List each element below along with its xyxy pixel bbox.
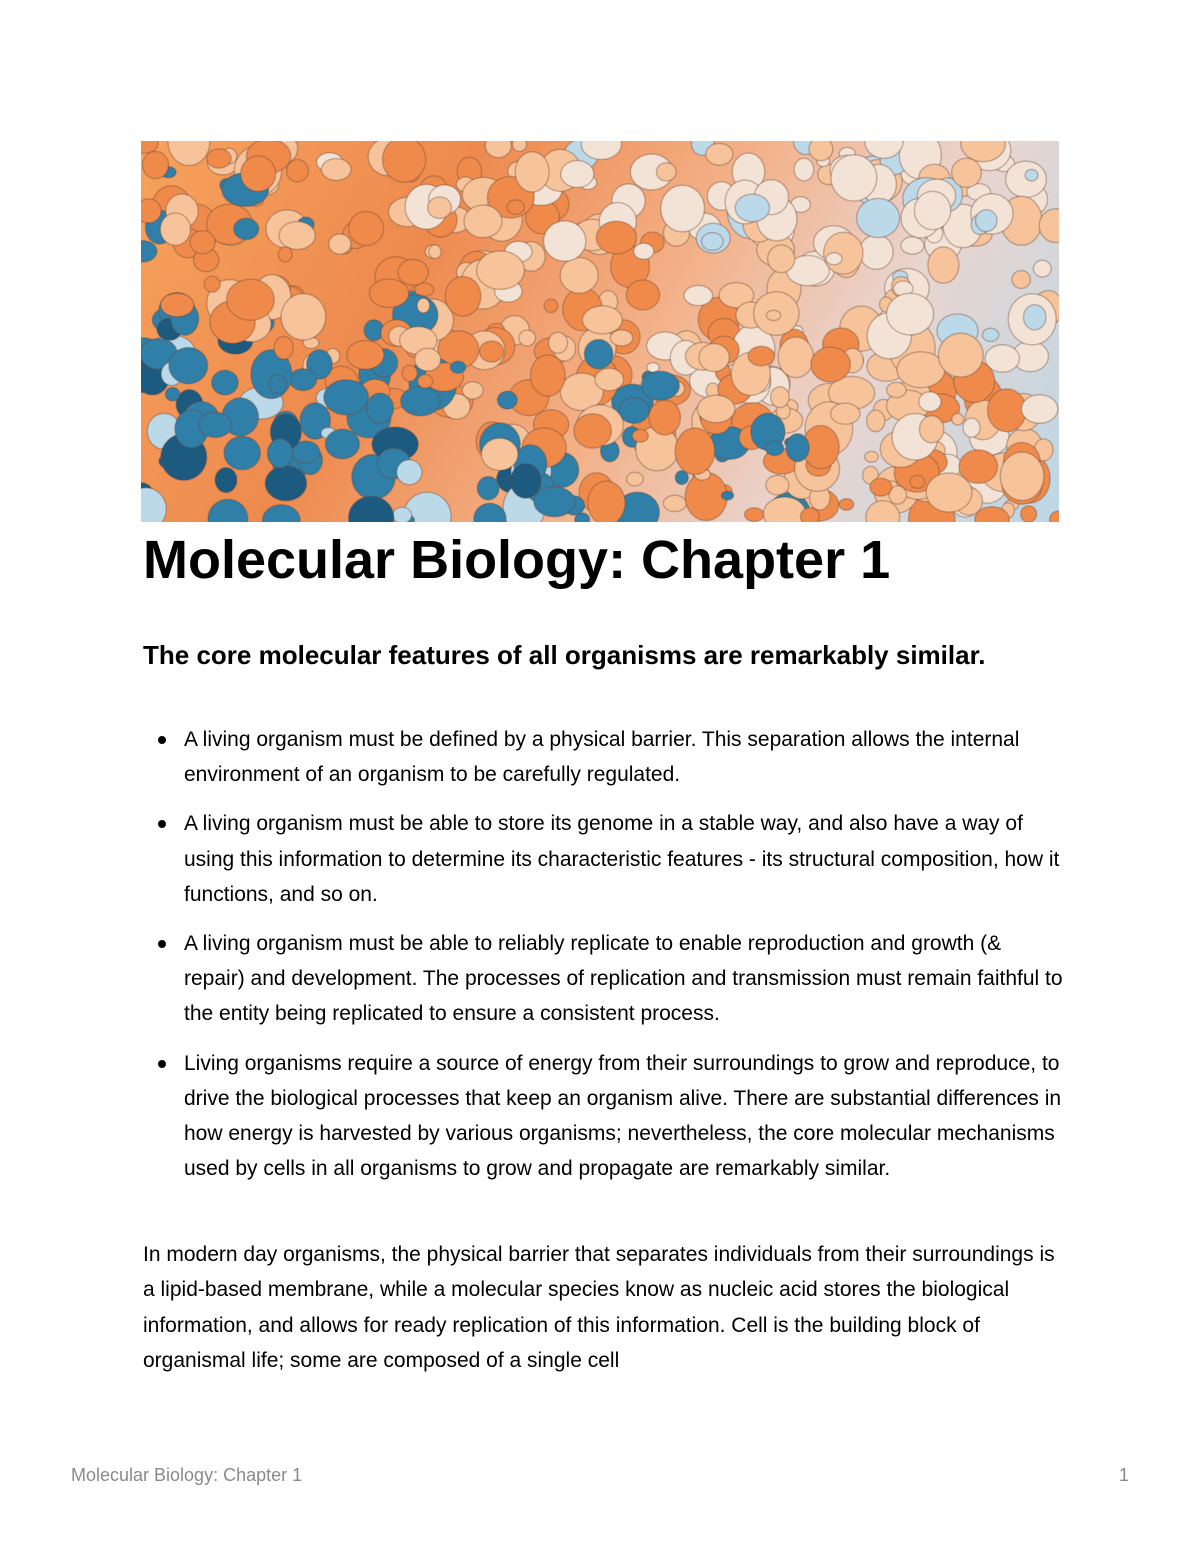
list-item <box>143 806 1063 912</box>
cell-blob <box>897 352 945 388</box>
cell-blob <box>595 368 624 390</box>
cell-blob <box>227 279 275 320</box>
cell-blob <box>857 198 900 237</box>
cell-blob <box>212 370 239 395</box>
cell-blob <box>462 382 483 399</box>
cell-blob <box>549 332 568 353</box>
section-heading: The core molecular features of all organisms are remarkably similar. <box>143 640 986 670</box>
cell-blob <box>168 141 210 166</box>
cell-blob <box>265 466 306 501</box>
cell-blob <box>428 197 452 219</box>
cell-blob <box>786 434 809 462</box>
cell-blob <box>477 477 499 500</box>
cell-blob <box>321 159 351 181</box>
cell-blob <box>530 355 565 396</box>
cell-blob <box>397 460 422 485</box>
cell-blob <box>190 231 215 254</box>
cell-blob <box>610 330 632 346</box>
cell-blob <box>544 221 586 261</box>
cell-blob <box>801 508 820 522</box>
cell-blob <box>706 143 733 165</box>
cell-blob <box>982 328 998 341</box>
body-paragraph: In modern day organisms, the physical barrier that separates individuals from their surroundings is a lipid-based membrane, while a molecular species know as nucleic acid stores the biological information, and allows for ready replication of this information. Cell is the building block of organismal life; some are composed of a single cell <box>143 1243 1055 1373</box>
cell-blob <box>477 251 525 289</box>
cell-blob <box>383 141 426 182</box>
cell-blob <box>480 341 504 362</box>
cell-blob <box>481 438 518 470</box>
cell-blob <box>367 393 394 423</box>
cell-blob <box>634 243 654 259</box>
cell-blob <box>766 475 789 495</box>
cell-blob <box>919 392 941 412</box>
cell-blob <box>766 310 780 320</box>
cell-blob <box>778 337 813 378</box>
cell-blob <box>143 151 169 178</box>
cell-blob <box>141 199 161 223</box>
cell-blob <box>329 234 351 254</box>
cell-blob <box>497 391 517 409</box>
cell-blob <box>860 235 894 270</box>
cell-blob <box>274 336 293 359</box>
cell-blob <box>928 247 959 283</box>
cell-blob <box>464 205 502 238</box>
cell-blob <box>901 237 924 254</box>
cell-blob <box>204 276 220 292</box>
cell-blob <box>234 218 259 239</box>
cell-blob <box>415 348 441 371</box>
cell-blob <box>199 412 232 437</box>
page-number: 1 <box>1118 1465 1129 1485</box>
cell-blob <box>809 141 833 161</box>
cell-blob <box>952 413 964 425</box>
page-title: Molecular Biology: Chapter 1 <box>143 530 891 590</box>
cell-blob <box>675 428 715 474</box>
cell-blob <box>1025 169 1038 181</box>
cell-blob <box>699 344 729 372</box>
cell-blob <box>582 306 622 334</box>
cell-blob <box>402 365 417 381</box>
cell-blob <box>401 386 441 415</box>
cell-blob <box>588 481 625 522</box>
cell-blob <box>215 468 237 493</box>
cell-blob <box>325 429 359 459</box>
cell-blob <box>771 387 790 408</box>
cell-blob <box>702 233 724 251</box>
cell-blob <box>768 245 795 273</box>
cell-blob <box>619 398 649 424</box>
hero-image <box>141 141 1059 522</box>
cell-blob <box>839 499 854 511</box>
bullet-icon <box>158 820 166 828</box>
bullet-icon <box>158 1060 166 1068</box>
cell-blob <box>324 380 369 415</box>
cell-blob <box>811 347 851 382</box>
cell-blob <box>450 361 465 373</box>
bullet-list <box>143 722 1063 1200</box>
cell-blob <box>656 163 676 181</box>
cell-blob <box>632 429 648 442</box>
cell-blob <box>262 505 300 522</box>
cell-blob <box>641 371 679 400</box>
cell-blob <box>1006 161 1047 197</box>
cell-blob <box>224 436 260 470</box>
list-item <box>143 722 1063 792</box>
cell-blob <box>1000 452 1044 500</box>
cell-blob <box>976 210 998 232</box>
cell-blob <box>349 496 394 522</box>
cell-blob <box>278 247 292 262</box>
cell-blob <box>1024 305 1046 330</box>
cell-blob <box>626 280 659 310</box>
cell-blob <box>534 487 575 517</box>
cell-blob <box>169 348 208 384</box>
cell-blob <box>429 245 441 259</box>
cell-blob <box>684 285 713 305</box>
list-item-text: A living organism must be able to store its genome in a stable way, and also have a way of using this information to determine its characteristic features - its structural composition, how it functions, and so on. <box>184 812 1060 906</box>
list-item-text: A living organism must be defined by a physical barrier. This separation allows the internal environment of an organism to be carefully regulated. <box>184 728 1020 787</box>
cell-blob <box>663 495 686 511</box>
cell-blob <box>369 279 408 307</box>
cell-blob <box>207 149 231 168</box>
abstract-cell-image <box>141 141 1059 522</box>
cell-blob <box>765 441 783 456</box>
cell-blob <box>507 200 524 214</box>
cell-blob <box>241 156 276 191</box>
cell-blob <box>160 213 190 245</box>
cell-blob <box>963 418 980 437</box>
cell-blob <box>952 158 982 187</box>
cell-blob <box>281 294 326 340</box>
cell-blob <box>596 221 636 254</box>
cell-blob <box>919 416 943 443</box>
cell-blob <box>165 388 179 401</box>
list-item-text: A living organism must be able to reliably replicate to enable reproduction and growth (& repair) and development. The processes of replication and transmission must remain faithful to the entity being replicated to ensure a consistent process. <box>184 932 1063 1026</box>
cell-blob <box>398 259 429 285</box>
cell-blob <box>867 410 885 432</box>
cell-blob <box>519 330 536 346</box>
cell-blob <box>279 222 315 250</box>
cell-blob <box>988 389 1027 432</box>
cell-blob <box>914 191 950 230</box>
cell-blob <box>794 158 814 181</box>
cell-blob <box>661 185 705 232</box>
bullet-icon <box>158 736 166 744</box>
cell-blob <box>910 475 925 488</box>
cell-blob <box>417 298 430 313</box>
cell-blob <box>584 340 613 369</box>
cell-blob <box>515 152 549 192</box>
cell-blob <box>826 253 842 265</box>
cell-blob <box>561 161 594 188</box>
cell-blob <box>393 507 412 522</box>
cell-blob <box>831 403 860 424</box>
cell-blob <box>141 488 166 522</box>
cell-blob <box>574 414 612 448</box>
cell-blob <box>865 451 879 462</box>
cell-blob <box>887 382 907 397</box>
cell-blob <box>1021 395 1057 424</box>
cell-blob <box>289 369 316 391</box>
bullet-icon <box>158 940 166 948</box>
cell-blob <box>544 299 558 312</box>
list-item <box>143 926 1063 1032</box>
cell-blob <box>1050 511 1059 522</box>
cell-blob <box>1033 260 1051 277</box>
cell-blob <box>208 499 248 522</box>
cell-blob <box>831 155 877 201</box>
cell-blob <box>735 194 769 222</box>
cell-blob <box>721 491 733 500</box>
cell-blob <box>349 211 384 245</box>
cell-blob <box>161 293 194 316</box>
cell-blob <box>745 508 764 522</box>
cell-blob <box>474 503 506 522</box>
cell-blob <box>938 333 983 377</box>
cell-blob <box>269 375 287 394</box>
cell-blob <box>445 277 481 317</box>
cell-blob <box>267 439 293 468</box>
cell-blob <box>512 141 526 151</box>
cell-blob <box>748 346 774 366</box>
cell-blob <box>697 395 735 423</box>
footer-title: Molecular Biology: Chapter 1 <box>71 1465 303 1485</box>
cell-blob <box>887 293 934 335</box>
cell-blob <box>511 464 542 499</box>
list-item-text: Living organisms require a source of energy from their surroundings to grow and reproduce, to drive the biological processes that keep an organism alive. There are substantial differences in how energy is harvested by various organisms; nevertheless, the core molecular mechanisms used by cells in all organisms to grow and propagate are remarkably similar. <box>184 1051 1062 1181</box>
cell-blob <box>1021 506 1037 522</box>
cell-blob <box>1039 209 1059 243</box>
cell-blob <box>649 400 681 435</box>
cell-blob <box>560 258 598 294</box>
cell-blob <box>926 473 972 512</box>
cell-blob <box>870 478 892 496</box>
cell-blob <box>347 341 384 370</box>
cell-blob <box>1012 271 1031 289</box>
cell-blob <box>485 141 511 158</box>
cell-blob <box>627 472 644 486</box>
list-item <box>143 1046 1063 1187</box>
cell-blob <box>418 375 433 389</box>
